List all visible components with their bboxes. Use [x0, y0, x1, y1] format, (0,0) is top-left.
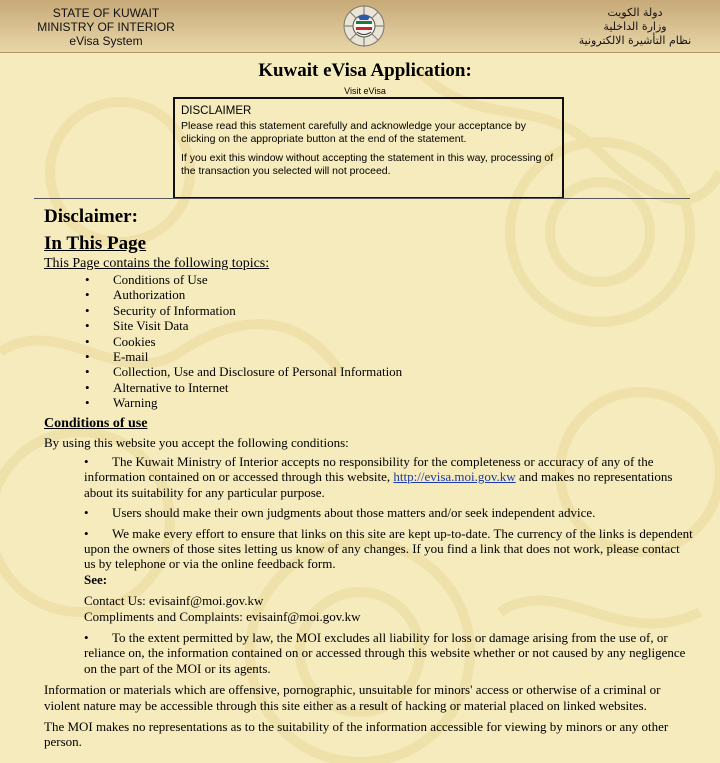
bullet-icon: • — [84, 505, 89, 521]
header-state-arabic: دولة الكويت — [607, 6, 663, 19]
complaints-email[interactable]: Compliments and Complaints: evisainf@moi.gov.kw — [84, 608, 361, 624]
condition-text-1a: The Kuwait Ministry of Interior accepts no responsibility for the completeness or accuracy of any of the information contained on or accessed through this website, — [84, 453, 654, 485]
topic-item[interactable]: • Site Visit Data — [113, 318, 694, 333]
topics-list — [44, 272, 694, 411]
disclaimer-box-text-1: Please read this statement carefully and acknowledge your acceptance by clicking on the appropriate button at the end of the statement. — [181, 120, 526, 145]
conditions-list — [84, 454, 694, 676]
condition-text-4: To the extent permitted by law, the MOI excludes all liability for loss or damage arising from the use of, or reliance on, the information contained on or accessed through this website whether or not caused by any negligence on the part of the MOI or its agents. — [84, 630, 686, 676]
disclaimer-content — [44, 205, 694, 750]
topic-item[interactable]: • E-mail — [113, 349, 694, 364]
info-paragraph-2: The MOI makes no representations as to the suitability of the information accessible for viewing by minors or any other person. — [44, 719, 669, 750]
kuwait-emblem-icon — [342, 3, 386, 49]
info-paragraph-1: Information or materials which are offensive, pornographic, unsuitable for minors' access or otherwise of a criminal or violent nature may be accessible through this site either as a result of hacking or material placed on linked websites. — [44, 682, 661, 713]
header-left-text — [0, 6, 212, 48]
condition-item — [84, 630, 694, 676]
condition-text-1b: and makes no representations about its suitability for any particular purpose. — [84, 469, 673, 500]
header-ministry: MINISTRY OF INTERIOR — [37, 20, 175, 34]
topic-item[interactable]: • Collection, Use and Disclosure of Personal Information — [113, 364, 694, 379]
condition-item — [84, 505, 694, 520]
topic-item[interactable]: • Warning — [113, 395, 694, 410]
header-state: STATE OF KUWAIT — [52, 6, 160, 20]
topic-item[interactable]: • Authorization — [113, 287, 694, 302]
disclaimer-box-text-2: If you exit this window without accepting the statement in this way, processing of the transaction you selected will not proceed. — [181, 152, 554, 177]
topic-item[interactable]: • Cookies — [113, 334, 694, 349]
disclaimer-heading: Disclaimer: — [44, 206, 138, 227]
header-system: eVisa System — [69, 34, 143, 48]
bullet-icon: • — [84, 630, 89, 646]
disclaimer-box — [173, 97, 564, 199]
disclaimer-box-title: DISCLAIMER — [181, 105, 252, 117]
divider — [34, 198, 690, 199]
header-ministry-arabic: وزارة الداخلية — [603, 20, 667, 33]
header-right-text — [560, 6, 710, 48]
topic-item[interactable]: • Security of Information — [113, 303, 694, 318]
conditions-heading: Conditions of use — [44, 415, 148, 431]
evisa-website-link[interactable]: http://evisa.moi.gov.kw — [393, 469, 516, 485]
header-system-arabic: نظام التأشيرة الالكترونية — [578, 34, 692, 47]
site-header — [0, 0, 720, 53]
bullet-icon: • — [84, 525, 89, 541]
see-label: See: — [84, 571, 108, 587]
condition-item — [84, 454, 694, 500]
conditions-intro: By using this website you accept the following conditions: — [44, 434, 349, 450]
condition-text-3: We make every effort to ensure that links on this site are kept up-to-date. The currency of the links is dependent upon the owners of those sites letting us know of any changes. If you find a link that does not work, please contact us by telephone or via the online feedback form. — [84, 525, 693, 572]
in-this-page-heading: In This Page — [44, 233, 147, 254]
contact-us-email[interactable]: Contact Us: evisainf@moi.gov.kw — [84, 593, 264, 609]
bullet-icon: • — [84, 453, 89, 469]
topics-intro: This Page contains the following topics: — [44, 256, 270, 271]
condition-item — [84, 526, 694, 588]
page-title: Kuwait eVisa Application: — [258, 60, 472, 81]
contact-info — [84, 593, 694, 624]
condition-text-2: Users should make their own judgments about those matters and/or seek independent advice. — [112, 505, 596, 521]
topic-item[interactable]: • Conditions of Use — [113, 272, 694, 287]
topic-item[interactable]: • Alternative to Internet — [113, 380, 694, 395]
visit-evisa-link[interactable]: Visit eVisa — [344, 86, 386, 96]
